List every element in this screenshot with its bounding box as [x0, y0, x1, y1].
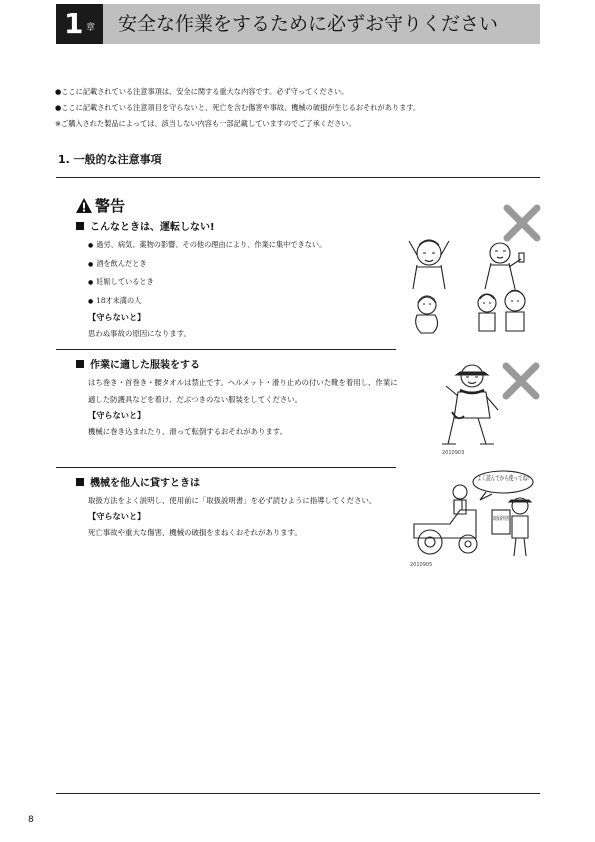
unfit-operators-drawing [405, 205, 545, 335]
chapter-badge [56, 4, 103, 44]
image-code: 2010905 [410, 562, 433, 568]
item-divider [56, 349, 396, 350]
improper-clothing-drawing [430, 360, 545, 450]
prohibition-cross-icon [507, 208, 537, 238]
lending-machine-drawing [408, 470, 552, 558]
section-title: 1. 一般的な注意事項 [58, 153, 162, 166]
list-item: ● 過労、病気、薬物の影響、その他の理由により、作業に集中できない。 [88, 236, 398, 255]
list-item: ● 18才未満の人 [88, 292, 398, 311]
warning-triangle-icon [76, 198, 92, 213]
intro-notes [55, 84, 540, 132]
item-heading: こんなときは、運転しない! [76, 220, 398, 236]
consequence-label: 【守らないと】 [88, 511, 146, 521]
page-title: 安全な作業をするために必ずお守りください [118, 13, 499, 35]
item-heading: 機械を他人に貸すときは [76, 476, 398, 492]
manual-cover-label: 取扱説明書 [493, 516, 518, 522]
item-body: 取扱方法をよく説明し、使用前に「取扱説明書」を必ず読むように指導してください。 [88, 496, 377, 505]
intro-note: ●ここに記載されている注意事項は、安全に関する重大な内容です。必ず守ってください。 [55, 87, 349, 96]
square-bullet-icon [76, 222, 84, 230]
caution-item-lending [76, 476, 398, 541]
chapter-number: 1 [64, 7, 84, 40]
item-divider [56, 467, 396, 468]
consequence-label: 【守らないと】 [88, 410, 146, 420]
list-item: ● 妊娠しているとき [88, 273, 398, 292]
consequence-text: 機械に巻き込まれたり、滑って転倒するおそれがあります。 [88, 427, 287, 436]
page-number: 8 [28, 815, 34, 825]
list-item: ● 酒を飲んだとき [88, 255, 398, 274]
warning-heading [76, 196, 125, 216]
consequence-label: 【守らないと】 [88, 312, 146, 322]
intro-note: ●ここに記載されている注意項目を守らないと、死亡を含む傷害や事故、機械の破損が生じるおそれがあります。 [55, 103, 421, 112]
prohibition-cross-icon [506, 366, 536, 396]
speech-bubble-text: よく読んでから使ってね! [477, 474, 552, 482]
item-body: はち巻き・首巻き・腰タオルは禁止です。ヘルメット・滑り止めの付いた靴を着用し、作業に適した防護具などを着け、だぶつきのない服装をしてください。 [88, 378, 398, 404]
illustration-lending-machine [408, 470, 552, 570]
illustration-unfit-operators [405, 205, 545, 335]
consequence-text: 死亡事故や重大な傷害、機械の破損をまねくおそれがあります。 [88, 528, 302, 537]
condition-list [88, 236, 398, 310]
illustration-improper-clothing [430, 360, 545, 460]
section-divider [56, 177, 540, 178]
intro-note: ※ご購入された製品によっては、該当しない内容も一部記載していますのでご了承ください。 [55, 119, 356, 128]
caution-item-clothing [76, 358, 398, 440]
square-bullet-icon [76, 360, 84, 368]
image-code: 2010903 [442, 450, 465, 456]
consequence-text: 思わぬ事故の原因になります。 [88, 329, 191, 338]
caution-item-no-operation [76, 220, 398, 342]
chapter-suffix: 章 [86, 23, 96, 33]
footer-divider [56, 793, 540, 794]
square-bullet-icon [76, 478, 84, 486]
warning-label: 警告 [95, 197, 126, 215]
item-heading: 作業に適した服装をする [76, 358, 398, 374]
